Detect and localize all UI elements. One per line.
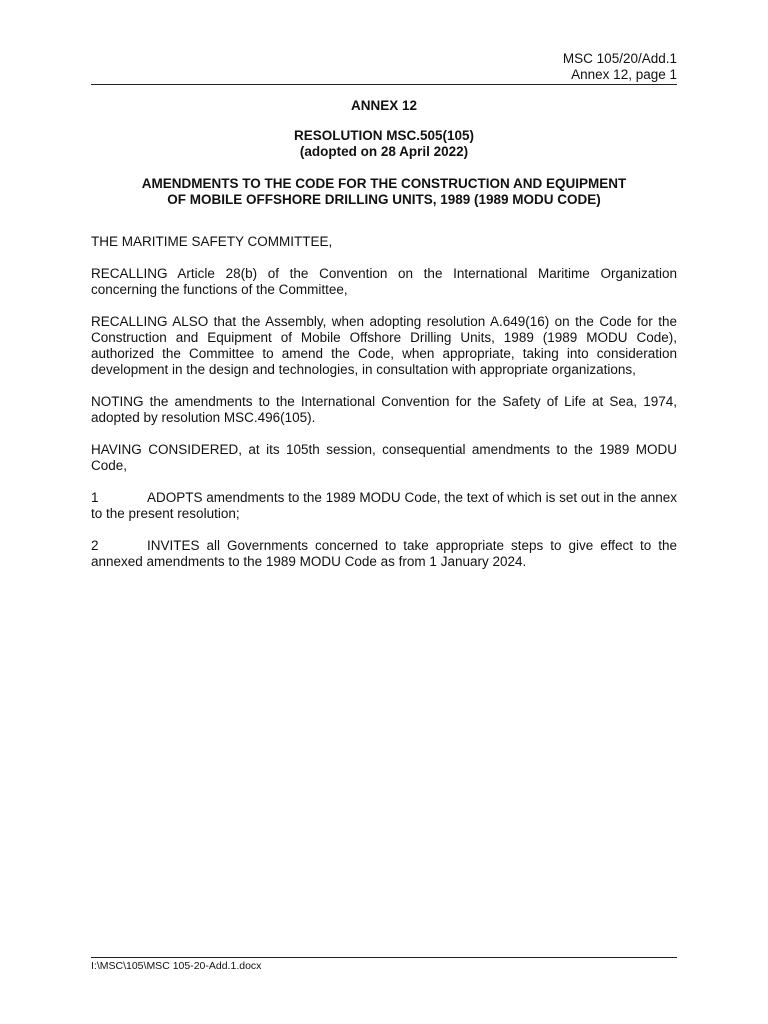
footer-divider <box>91 957 677 958</box>
page-reference: Annex 12, page 1 <box>571 67 677 82</box>
operative-paragraph-1 <box>91 490 677 522</box>
amendments-title-line-2: OF MOBILE OFFSHORE DRILLING UNITS, 1989 (1989 MODU CODE) <box>167 192 601 207</box>
adoption-date: (adopted on 28 April 2022) <box>299 144 469 159</box>
paragraph-number: 1 <box>91 490 99 505</box>
resolution-title: RESOLUTION MSC.505(105) <box>293 128 475 143</box>
document-body <box>91 98 677 586</box>
operative-paragraph-2 <box>91 538 677 570</box>
annex-title: ANNEX 12 <box>350 98 418 113</box>
amendments-title-line-1: AMENDMENTS TO THE CODE FOR THE CONSTRUCTION AND EQUIPMENT <box>141 176 627 191</box>
having-considered-paragraph: HAVING CONSIDERED, at its 105th session, consequential amendments to the 1989 MODU Code, <box>91 442 677 473</box>
resolution-heading <box>91 128 677 160</box>
file-path-footer: I:\MSC\105\MSC 105-20-Add.1.docx <box>91 960 262 972</box>
noting-paragraph: NOTING the amendments to the International Convention for the Safety of Life at Sea, 1974, adopted by resolution MSC.496(105). <box>91 394 677 425</box>
page-header <box>563 51 677 83</box>
document-reference: MSC 105/20/Add.1 <box>562 51 677 66</box>
recalling-also-paragraph: RECALLING ALSO that the Assembly, when adopting resolution A.649(16) on the Code for the Construction and Equipment of Mobile Offshore Drilling Units, 1989 (1989 MODU Code), authorized the Committee to amend the Code, when appropriate, taking into consideration development in the design and technologies, in consultation with appropriate organizations, <box>91 314 677 377</box>
paragraph-text: INVITES all Governments concerned to take appropriate steps to give effect to the annexed amendments to the 1989 MODU Code as from 1 January 2024. <box>91 538 677 569</box>
paragraph-text: ADOPTS amendments to the 1989 MODU Code, the text of which is set out in the annex to the present resolution; <box>91 490 677 521</box>
paragraph-number: 2 <box>91 538 99 553</box>
header-divider <box>91 84 677 85</box>
recalling-paragraph: RECALLING Article 28(b) of the Convention on the International Maritime Organization concerning the functions of the Committee, <box>91 266 677 297</box>
amendments-heading <box>91 176 677 208</box>
committee-line: THE MARITIME SAFETY COMMITTEE, <box>91 234 333 249</box>
